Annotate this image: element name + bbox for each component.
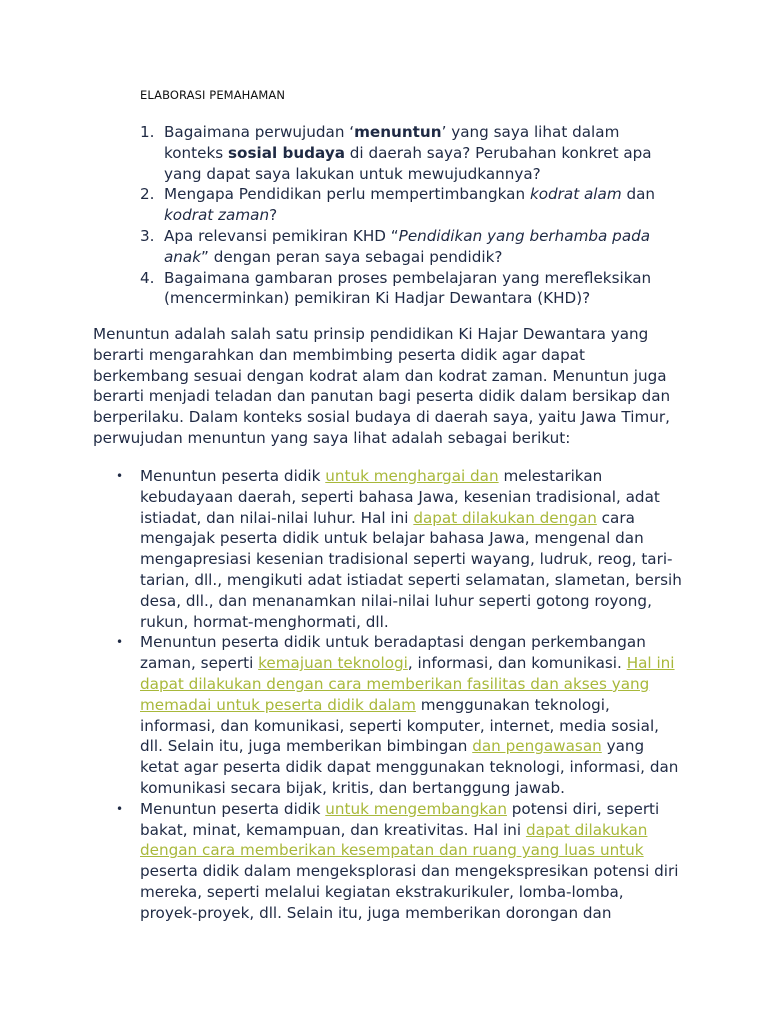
- question-text: [164, 123, 652, 183]
- text-run: ?: [269, 206, 278, 225]
- question-text: [164, 185, 655, 224]
- highlighted-run: untuk mengembangkan: [325, 799, 507, 818]
- bullet-text: [140, 467, 682, 631]
- text-run: Mengapa Pendidikan perlu mempertimbangkan: [164, 185, 530, 204]
- text-run: Bagaimana perwujudan ‘: [164, 123, 355, 141]
- highlighted-run: dan pengawasan: [472, 737, 602, 756]
- bullet-icon: •: [116, 469, 124, 483]
- question-number: 4.: [140, 268, 155, 287]
- text-run: potensi diri, seperti bakat, minat, kemampuan, dan kreativitas. Hal ini: [140, 799, 660, 839]
- italic-run: kodrat zaman: [164, 206, 270, 225]
- text-run: Menuntun peserta didik: [140, 467, 326, 485]
- question-item: [140, 226, 680, 268]
- text-run: di daerah saya? Perubahan konkret apa yang dapat saya lakukan untuk mewujudkannya?: [164, 143, 652, 183]
- question-text: [164, 227, 650, 266]
- highlighted-run: dapat dilakukan dengan cara memberikan kesempatan dan ruang yang luas untuk: [140, 820, 648, 860]
- bullet-icon: •: [116, 635, 124, 650]
- intro-paragraph: Menuntun adalah salah satu prinsip pendidikan Ki Hajar Dewantara yang berarti mengarahkan dan membimbing peserta didik agar dapat berkembang sesuai dengan kodrat alam dan kodrat zaman. Menuntun juga berarti menjadi teladan dan panutan bagi peserta didik dalam bersikap dan berperilaku. Dalam konteks sosial budaya di daerah saya, yaitu Jawa Timur, perwujudan menuntun yang saya lihat adalah sebagai berikut:: [93, 325, 671, 447]
- highlighted-run: dapat dilakukan dengan: [413, 508, 597, 527]
- bold-run: sosial budaya: [228, 143, 345, 162]
- text-run: yang ketat agar peserta didik dapat menggunakan teknologi, informasi, dan komunikasi secara bijak, kritis, dan bertanggung jawab.: [140, 737, 679, 797]
- text-run: Apa relevansi pemikiran KHD “: [164, 226, 399, 245]
- doc-title: ELABORASI PEMAHAMAN: [140, 88, 286, 102]
- highlighted-run: kemajuan teknologi: [258, 654, 408, 673]
- text-run: melestarikan kebudayaan daerah, seperti bahasa Jawa, kesenian tradisional, adat istiadat, dan nilai-nilai luhur. Hal ini: [140, 467, 660, 527]
- bullet-item: [116, 799, 685, 924]
- text-run: cara mengajak peserta didik untuk belajar bahasa Jawa, mengenal dan mengapresiasi kesenian tradisional seperti wayang, ludruk, reog, tari-tarian, dll., mengikuti adat istiadat seperti selamatan, slametan, bersih desa, dll., dan menanamkan nilai-nilai luhur seperti gotong royong, rukun, hormat-menghormati, dll.: [140, 508, 682, 631]
- italic-run: Pendidikan yang berhamba pada anak: [164, 226, 651, 266]
- text-run: Menuntun peserta didik: [140, 799, 326, 818]
- italic-run: kodrat alam: [529, 185, 622, 204]
- text-run: ’ yang saya lihat dalam konteks: [164, 123, 620, 162]
- question-item: [140, 122, 680, 184]
- bullet-item: [116, 632, 685, 798]
- text-run: Bagaimana gambaran proses pembelajaran yang merefleksikan (mencerminkan) pemikiran Ki Hadjar Dewantara (KHD)?: [164, 268, 652, 308]
- question-number: 1.: [140, 123, 155, 141]
- bold-run: menuntun: [354, 123, 442, 141]
- text-run: ” dengan peran saya sebagai pendidik?: [201, 247, 503, 266]
- question-text: [164, 269, 651, 308]
- question-item: [140, 268, 680, 310]
- question-list: [140, 122, 680, 309]
- text-run: Menuntun peserta didik untuk beradaptasi dengan perkembangan zaman, seperti: [140, 633, 646, 673]
- bullet-text: [140, 800, 678, 922]
- text-run: menggunakan teknologi, informasi, dan komunikasi, seperti komputer, internet, media sosial, dll. Selain itu, juga memberikan bimbingan: [140, 695, 659, 756]
- question-item: [140, 184, 680, 226]
- highlighted-run: Hal ini dapat dilakukan dengan cara memberikan fasilitas dan akses yang memadai untuk peserta didik dalam: [140, 654, 675, 714]
- text-run: dan: [621, 185, 656, 204]
- bullet-list: [116, 466, 685, 924]
- bullet-icon: •: [116, 801, 124, 816]
- question-number: 3.: [140, 226, 155, 245]
- text-run: , informasi, dan komunikasi.: [407, 654, 627, 673]
- text-run: peserta didik dalam mengeksplorasi dan mengekspresikan potensi diri mereka, seperti melalui kegiatan ekstrakurikuler, lomba-lomba, proyek-proyek, dll. Selain itu, juga memberikan dorongan dan: [140, 862, 679, 922]
- question-number: 2.: [140, 185, 155, 204]
- bullet-text: [140, 633, 678, 797]
- bullet-item: [116, 466, 685, 632]
- highlighted-run: untuk menghargai dan: [325, 467, 499, 485]
